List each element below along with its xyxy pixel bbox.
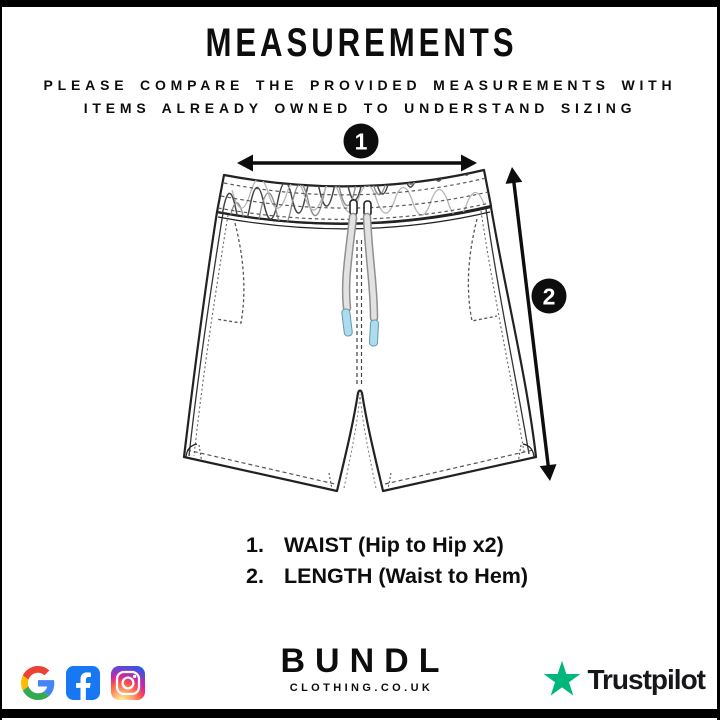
measurement-legend [246,533,528,595]
waist-badge-number: 1 [354,128,368,155]
subtitle [0,74,720,120]
brand-name: BUNDL [280,642,450,680]
shorts-body-outline [184,207,536,491]
trustpilot-star-icon [541,659,583,701]
frame-border-bottom [0,709,720,718]
arrow-head-up-icon [506,167,523,184]
brand-domain: CLOTHING.CO.UK [289,682,434,694]
right-aglet [369,320,378,346]
length-badge [532,279,567,314]
legend-label: LENGTH (Waist to Hem) [284,564,529,588]
legend-item-length [246,564,528,595]
subtitle-line-2: ITEMS ALREADY OWNED TO UNDERSTAND SIZING [83,100,637,116]
arrow-head-right-icon [461,155,477,172]
legend-number: 2. [246,564,264,588]
trustpilot-wordmark: Trustpilot [587,664,705,695]
legend-label: WAIST (Hip to Hip x2) [284,533,504,557]
shorts-illustration [184,137,536,491]
page-title: MEASUREMENTS [205,21,518,65]
waist-badge [344,124,379,159]
length-badge-number: 2 [542,283,556,310]
legend-item-waist [246,533,528,564]
trustpilot-logo[interactable] [541,659,705,701]
arrow-head-down-icon [540,464,557,481]
legend-number: 1. [246,533,264,557]
subtitle-line-1: PLEASE COMPARE THE PROVIDED MEASUREMENTS WITH [43,77,677,93]
shorts-measurement-diagram [0,120,720,520]
header [0,0,720,120]
left-eyelet [350,200,357,215]
arrow-head-left-icon [237,155,253,172]
